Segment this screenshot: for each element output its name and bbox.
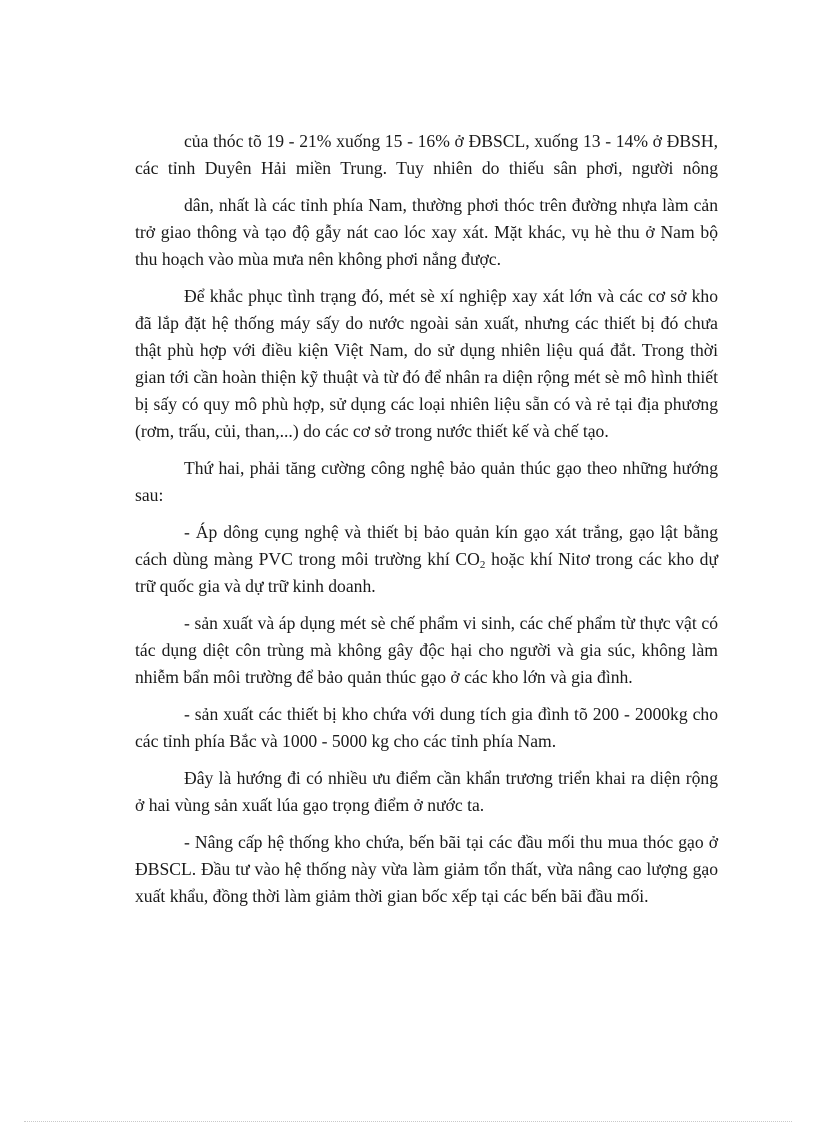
sealed-storage-text-after: hoặc khí Nitơ trong các kho dự trữ quốc gia và dự trữ kinh doanh.: [135, 549, 718, 596]
document-page: [135, 128, 718, 910]
paragraph-advantages: Đây là hướng đi có nhiều ưu điểm cần khẩn trương triển khai ra diện rộng ở hai vùng sản xuất lúa gạo trọng điểm ở nước ta.: [135, 768, 718, 815]
paragraph-biological-products: - sản xuất và áp dụng mét sè chế phẩm vi sinh, các chế phẩm từ thực vật có tác dụng diệt côn trùng mà không gây độc hại cho người và gia súc, không làm nhiễm bẩn môi trường để bảo quản thúc gạo ở các kho lớn và gia đình.: [135, 613, 718, 687]
page-bottom-divider: [24, 1121, 792, 1122]
paragraph-drying-moisture: của thóc tõ 19 - 21% xuống 15 - 16% ở ĐBSCL, xuống 13 - 14% ở ĐBSH, các tỉnh Duyên Hải miền Trung. Tuy nhiên do thiếu sân phơi, người nông: [135, 131, 718, 178]
paragraph-sealed-storage: [135, 519, 718, 600]
paragraph-household-storage: - sản xuất các thiết bị kho chứa với dung tích gia đình tõ 200 - 2000kg cho các tỉnh phía Bắc và 1000 - 5000 kg cho các tỉnh phía Nam.: [135, 704, 718, 751]
paragraph-farmers-drying-roads: dân, nhất là các tỉnh phía Nam, thường phơi thóc trên đường nhựa làm cản trở giao thông và tạo độ gẫy nát cao lóc xay xát. Mặt khác, vụ hè thu ở Nam bộ thu hoạch vào mùa mưa nên không phơi nắng được.: [135, 195, 718, 269]
paragraph-drying-equipment: Để khắc phục tình trạng đó, mét sè xí nghiệp xay xát lớn và các cơ sở kho đã lắp đặt hệ thống máy sấy do nước ngoài sản xuất, nhưng các thiết bị đó chưa thật phù hợp với điều kiện Việt Nam, do sử dụng nhiên liệu quá đắt. Trong thời gian tới cần hoàn thiện kỹ thuật và từ đó để nhân ra diện rộng mét sè mô hình thiết bị sấy có quy mô phù hợp, sử dụng các loại nhiên liệu sẵn có và rẻ tại địa phương (rơm, trấu, củi, than,...) do các cơ sở trong nước thiết kế và chế tạo.: [135, 286, 718, 441]
sealed-storage-text-before: - Áp dông cụng nghệ và thiết bị bảo quản kín gạo xát trắng, gạo lật bằng cách dùng màng PVC trong môi trường khí CO: [135, 522, 718, 569]
paragraph-upgrade-warehouses: - Nâng cấp hệ thống kho chứa, bến bãi tại các đầu mối thu mua thóc gạo ở ĐBSCL. Đầu tư vào hệ thống này vừa làm giảm tổn thất, vừa nâng cao lượng gạo xuất khẩu, đồng thời làm giảm thời gian bốc xếp tại các bến bãi đầu mối.: [135, 832, 718, 906]
paragraph-second-direction: Thứ hai, phải tăng cường công nghệ bảo quản thúc gạo theo những hướng sau:: [135, 458, 718, 505]
co2-subscript: 2: [479, 559, 486, 571]
